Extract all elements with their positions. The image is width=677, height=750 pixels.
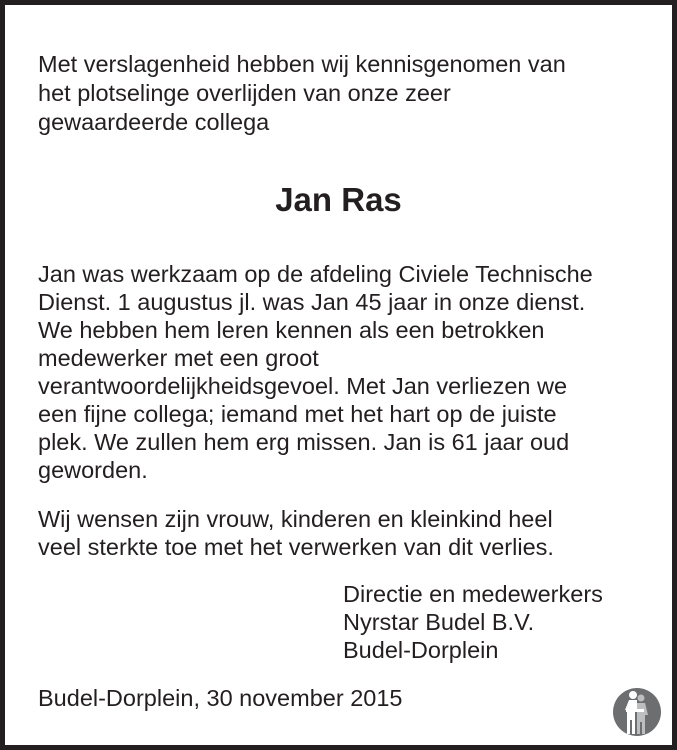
- body-line: Jan was werkzaam op de afdeling Civiele Technische: [38, 261, 593, 287]
- body-line: verantwoordelijkheidsgevoel. Met Jan verliezen we: [38, 373, 568, 399]
- intro-line: Met verslagenheid hebben wij kennisgenomen van: [38, 51, 566, 77]
- deceased-name: Jan Ras: [275, 181, 402, 218]
- body-line: plek. We zullen hem erg missen. Jan is 61 jaar oud: [38, 429, 570, 455]
- signature-line: Directie en medewerkers: [343, 581, 603, 607]
- body-line: Dienst. 1 augustus jl. was Jan 45 jaar in onze dienst.: [38, 289, 586, 315]
- embracing-figures-icon: [612, 687, 662, 737]
- wish-line: Wij wensen zijn vrouw, kinderen en kleinkind heel: [38, 506, 553, 532]
- body-line: geworden.: [38, 457, 148, 483]
- intro-line: het plotselinge overlijden van onze zeer: [38, 80, 451, 106]
- body-line: medewerker met een groot: [38, 345, 319, 371]
- body-line: een fijne collega; iemand met het hart op de juiste: [38, 401, 557, 427]
- place-date: Budel-Dorplein, 30 november 2015: [38, 685, 403, 711]
- intro-line: gewaardeerde collega: [38, 109, 270, 135]
- signature-line: Nyrstar Budel B.V.: [343, 609, 535, 635]
- body-line: We hebben hem leren kennen als een betrokken: [38, 317, 545, 343]
- wish-line: veel sterkte toe met het verwerken van dit verlies.: [38, 534, 554, 560]
- signature-line: Budel-Dorplein: [343, 637, 499, 663]
